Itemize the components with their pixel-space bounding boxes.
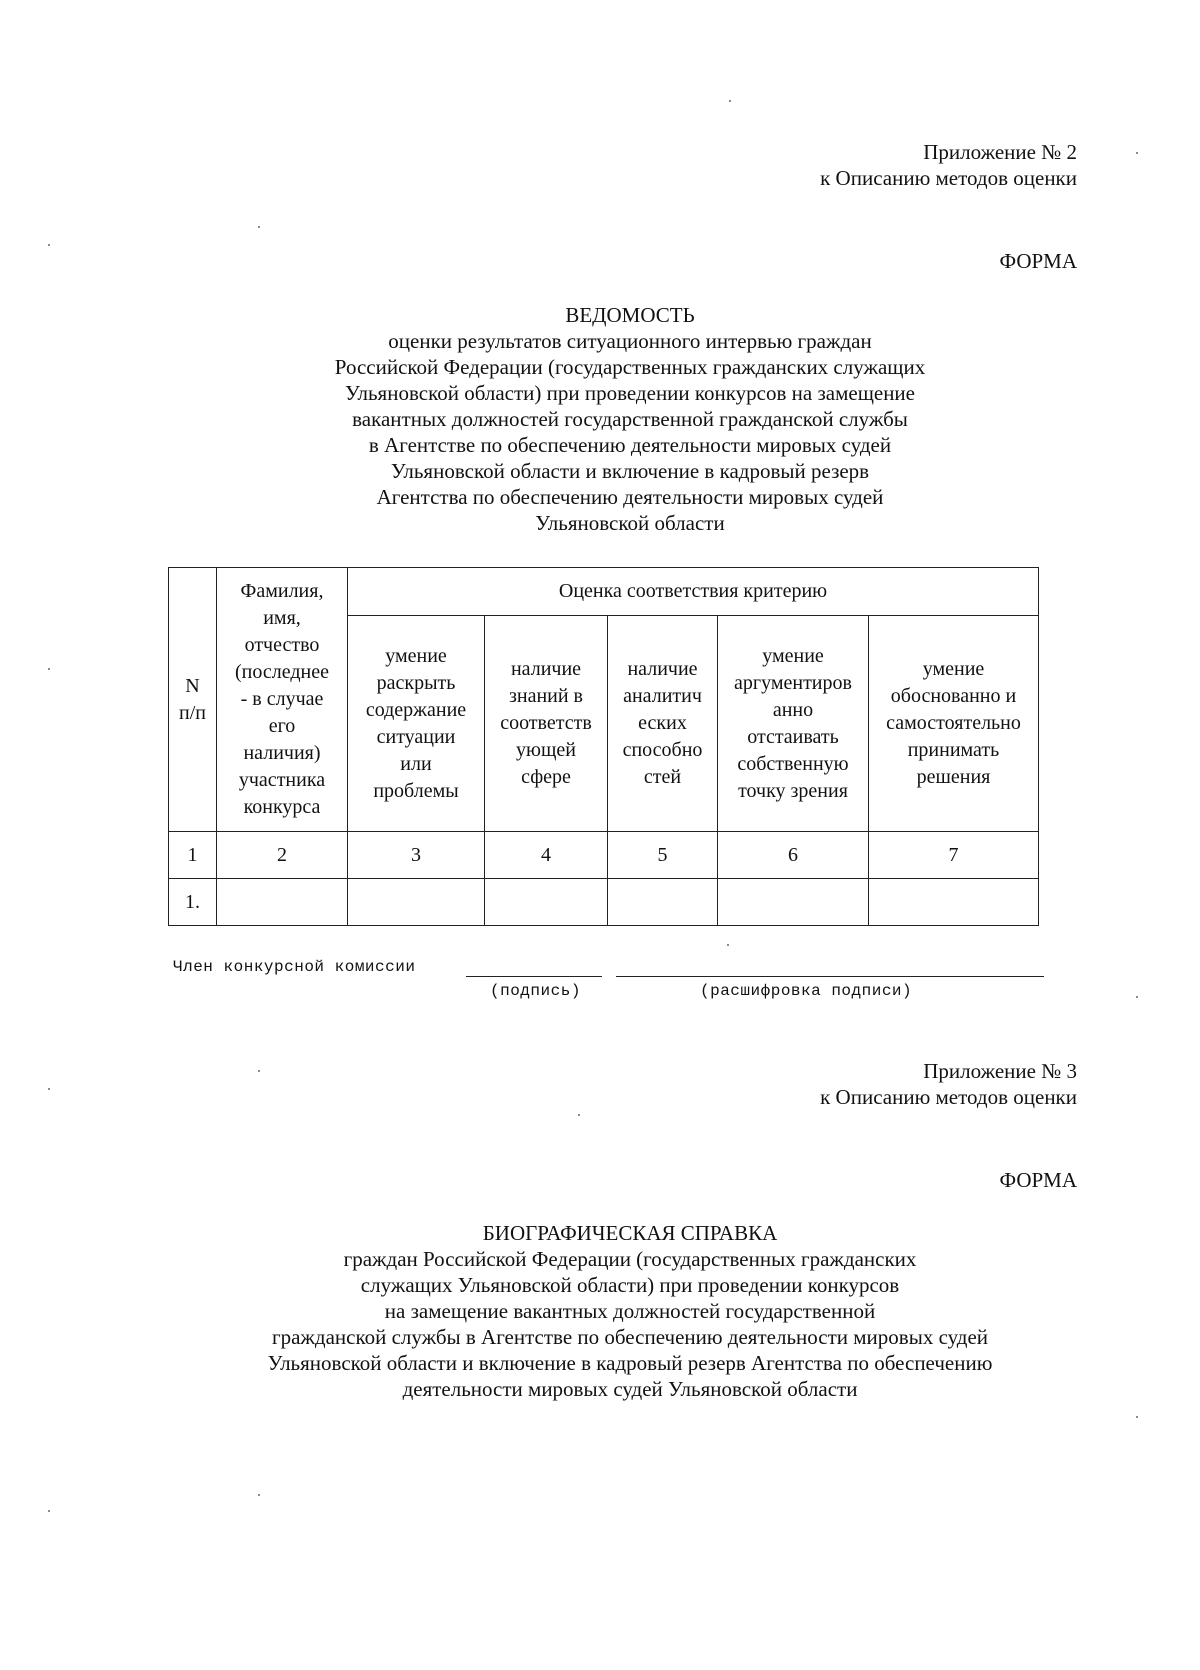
appendix3-number: Приложение № 3 (923, 1059, 1077, 1083)
evaluation-table (168, 567, 1039, 926)
table-row (169, 879, 1039, 926)
appendix2-header (820, 139, 1077, 191)
header-criterion: умение обоснованно и самостоятельно принимать решения (869, 616, 1039, 832)
appendix3-subtitle-line: граждан Российской Федерации (государственных гражданских (343, 1247, 917, 1271)
scan-speck (727, 944, 729, 946)
appendix2-subtitle-line: Российской Федерации (государственных гражданских служащих (334, 355, 926, 379)
scan-speck (48, 668, 50, 670)
appendix2-title: ВЕДОМОСТЬ (565, 303, 695, 327)
appendix2-form-label: ФОРМА (999, 249, 1077, 273)
header-criterion: умение раскрыть содержание ситуации или проблемы (348, 616, 485, 832)
appendix3-title: БИОГРАФИЧЕСКАЯ СПРАВКА (482, 1221, 778, 1245)
appendix2-subtitle-line: Агентства по обеспечению деятельности мировых судей (376, 485, 884, 509)
table-cell[interactable] (718, 879, 869, 926)
column-number: 2 (217, 832, 348, 879)
column-number: 5 (608, 832, 718, 879)
scan-speck (48, 1510, 50, 1512)
scan-speck (258, 1070, 260, 1072)
appendix3-form-label: ФОРМА (999, 1168, 1077, 1192)
appendix2-subtitle-line: Ульяновской области (535, 511, 725, 535)
appendix3-subtitle-line: на замещение вакантных должностей государственной (384, 1299, 876, 1323)
scan-speck (1136, 996, 1138, 998)
appendix2-subtitle-line: Ульяновской области и включение в кадровый резерв (390, 459, 870, 483)
appendix3-reference: к Описанию методов оценки (820, 1085, 1077, 1109)
header-number: N п/п (169, 568, 217, 832)
appendix2-subtitle-line: оценки результатов ситуационного интервью граждан (388, 329, 872, 353)
scan-speck (48, 1088, 50, 1090)
scan-speck (1136, 152, 1138, 154)
table-cell[interactable] (217, 879, 348, 926)
header-criterion: наличие аналитич еских способно стей (608, 616, 718, 832)
column-number-row (169, 832, 1039, 879)
signature-decode-caption: (расшифровка подписи) (700, 982, 913, 1000)
scan-speck (729, 100, 731, 102)
table-cell[interactable] (608, 879, 718, 926)
header-criterion: умение аргументиров анно отстаивать собственную точку зрения (718, 616, 869, 832)
appendix2-subtitle-line: в Агентстве по обеспечению деятельности мировых судей (368, 433, 892, 457)
table-cell[interactable] (348, 879, 485, 926)
appendix2-subtitle-line: Ульяновской области) при проведении конкурсов на замещение (345, 381, 915, 405)
header-criterion: наличие знаний в соответств ующей сфере (485, 616, 608, 832)
appendix3-header (820, 1058, 1077, 1110)
scan-speck (258, 226, 260, 228)
row-number: 1. (169, 879, 217, 926)
signature-caption: (подпись) (490, 982, 581, 1000)
table-cell[interactable] (485, 879, 608, 926)
appendix3-title-block (150, 1220, 1110, 1402)
column-number: 4 (485, 832, 608, 879)
scan-speck (48, 244, 50, 246)
appendix3-subtitle-line: деятельности мировых судей Ульяновской области (402, 1377, 858, 1401)
column-number: 3 (348, 832, 485, 879)
appendix3-subtitle-line: служащих Ульяновской области) при проведении конкурсов (360, 1273, 900, 1297)
appendix3-subtitle-line: гражданской службы в Агентстве по обеспечению деятельности мировых судей (271, 1325, 989, 1349)
appendix2-reference: к Описанию методов оценки (820, 166, 1077, 190)
scan-speck (578, 1114, 580, 1116)
scan-speck (258, 1494, 260, 1496)
appendix3-subtitle-line: Ульяновской области и включение в кадровый резерв Агентства по обеспечению (267, 1351, 993, 1375)
signature-decode-line[interactable] (616, 976, 1044, 977)
signature-label: Член конкурсной комиссии (173, 958, 416, 976)
column-number: 7 (869, 832, 1039, 879)
signature-line[interactable] (466, 976, 602, 977)
appendix2-number: Приложение № 2 (923, 140, 1077, 164)
table-cell[interactable] (869, 879, 1039, 926)
scan-speck (1136, 1416, 1138, 1418)
appendix2-title-block (250, 302, 1010, 536)
column-number: 6 (718, 832, 869, 879)
header-full-name: Фамилия, имя, отчество (последнее - в случае его наличия) участника конкурса (217, 568, 348, 832)
column-number: 1 (169, 832, 217, 879)
appendix2-subtitle-line: вакантных должностей государственной гражданской службы (352, 407, 908, 431)
header-criteria-group: Оценка соответствия критерию (348, 568, 1039, 616)
